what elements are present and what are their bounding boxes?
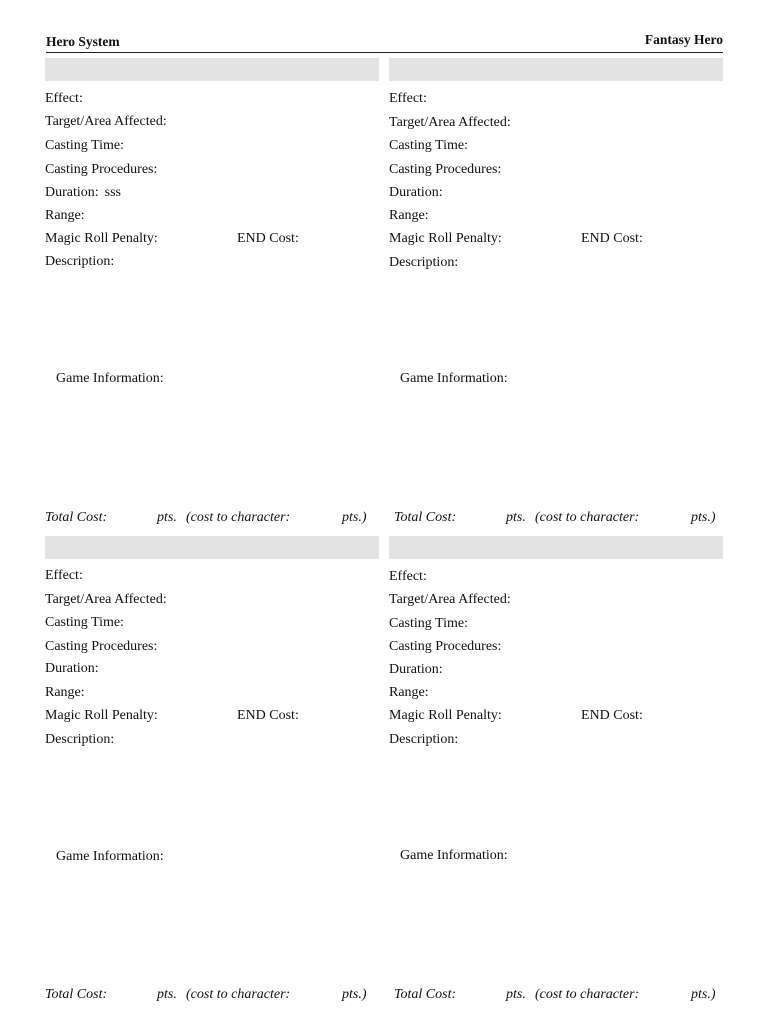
magic-roll-penalty-label: Magic Roll Penalty: — [45, 708, 158, 723]
range-label: Range: — [389, 685, 429, 700]
range-field — [389, 208, 429, 224]
end-cost-field — [581, 231, 643, 247]
duration-field — [389, 185, 449, 201]
description-field — [45, 732, 114, 748]
header-right-title: Fantasy Hero — [644, 32, 723, 47]
magic-roll-penalty-label: Magic Roll Penalty: — [389, 231, 502, 246]
game-information-label: Game Information: — [400, 848, 508, 863]
range-field — [45, 208, 85, 224]
effect-label: Effect: — [45, 91, 83, 106]
cost-to-character-label: (cost to character: — [535, 987, 640, 1002]
casting-time-field — [389, 138, 468, 154]
range-label: Range: — [389, 208, 429, 223]
effect-label: Effect: — [389, 91, 427, 106]
casting-procedures-label: Casting Procedures: — [45, 639, 158, 654]
magic-roll-penalty-field — [45, 708, 158, 724]
spell-name-field[interactable] — [389, 58, 723, 81]
end-cost-label: END Cost: — [237, 708, 299, 723]
page-header — [46, 32, 723, 53]
casting-time-field — [45, 615, 124, 631]
magic-roll-penalty-label: Magic Roll Penalty: — [45, 231, 158, 246]
casting-procedures-label: Casting Procedures: — [45, 162, 158, 177]
cost-to-character-label: (cost to character: — [186, 987, 291, 1002]
target-area-label: Target/Area Affected: — [389, 115, 511, 130]
magic-roll-penalty-field — [45, 231, 158, 247]
pts-close-label: pts.) — [342, 987, 367, 1002]
effect-field — [389, 569, 427, 585]
pts-close-label: pts.) — [691, 987, 716, 1002]
casting-time-label: Casting Time: — [45, 615, 124, 630]
target-area-label: Target/Area Affected: — [45, 114, 167, 129]
end-cost-label: END Cost: — [237, 231, 299, 246]
total-cost-label: Total Cost: — [45, 510, 108, 525]
duration-label: Duration: — [389, 185, 443, 200]
target-area-field — [389, 592, 511, 608]
effect-label: Effect: — [45, 568, 83, 583]
pts-label: pts. — [157, 510, 177, 525]
pts-close-label: pts.) — [691, 510, 716, 525]
spell-name-field[interactable] — [45, 536, 379, 559]
target-area-label: Target/Area Affected: — [389, 592, 511, 607]
cost-to-character-label: (cost to character: — [535, 510, 640, 525]
game-information-label: Game Information: — [56, 371, 164, 386]
pts-close-label: pts.) — [342, 510, 367, 525]
spell-name-field[interactable] — [45, 58, 379, 81]
range-label: Range: — [45, 685, 85, 700]
description-label: Description: — [389, 732, 459, 747]
description-label: Description: — [389, 255, 459, 270]
header-left-title: Hero System — [46, 34, 120, 49]
range-label: Range: — [45, 208, 85, 223]
duration-label: Duration: — [45, 661, 99, 676]
effect-label: Effect: — [389, 569, 427, 584]
total-cost-label: Total Cost: — [394, 510, 457, 525]
range-field — [45, 685, 85, 701]
magic-roll-penalty-field — [389, 231, 502, 247]
end-cost-field — [581, 708, 643, 724]
spell-card — [45, 58, 379, 528]
effect-field — [389, 91, 427, 107]
target-area-field — [45, 592, 167, 608]
end-cost-field — [237, 708, 299, 724]
target-area-field — [45, 114, 167, 130]
total-cost-label: Total Cost: — [394, 987, 457, 1002]
casting-procedures-field — [45, 162, 157, 178]
casting-procedures-label: Casting Procedures: — [389, 639, 502, 654]
spell-name-field[interactable] — [389, 536, 723, 559]
total-cost-label: Total Cost: — [45, 987, 108, 1002]
casting-time-label: Casting Time: — [45, 138, 124, 153]
duration-label: Duration: — [389, 662, 443, 677]
target-area-field — [389, 115, 511, 131]
game-information-field — [400, 848, 508, 864]
spell-card — [389, 536, 723, 1006]
casting-time-field — [45, 138, 124, 154]
description-field — [389, 732, 458, 748]
end-cost-label: END Cost: — [581, 708, 643, 723]
effect-field — [45, 91, 83, 107]
casting-procedures-field — [45, 639, 157, 655]
game-information-label: Game Information: — [56, 849, 164, 864]
casting-procedures-field — [389, 639, 501, 655]
casting-procedures-label: Casting Procedures: — [389, 162, 502, 177]
casting-time-label: Casting Time: — [389, 616, 468, 631]
description-label: Description: — [45, 732, 115, 747]
description-field — [389, 255, 458, 271]
game-information-field — [56, 849, 164, 865]
spell-card — [389, 58, 723, 528]
duration-value[interactable]: sss — [104, 185, 122, 200]
duration-field — [45, 185, 121, 201]
casting-procedures-field — [389, 162, 501, 178]
magic-roll-penalty-field — [389, 708, 502, 724]
pts-label: pts. — [506, 987, 526, 1002]
range-field — [389, 685, 429, 701]
spell-card — [45, 536, 379, 1006]
description-field — [45, 254, 114, 270]
magic-roll-penalty-label: Magic Roll Penalty: — [389, 708, 502, 723]
end-cost-field — [237, 231, 299, 247]
target-area-label: Target/Area Affected: — [45, 592, 167, 607]
game-information-field — [56, 371, 164, 387]
game-information-field — [400, 371, 508, 387]
end-cost-label: END Cost: — [581, 231, 643, 246]
game-information-label: Game Information: — [400, 371, 508, 386]
effect-field — [45, 568, 83, 584]
pts-label: pts. — [506, 510, 526, 525]
cost-to-character-label: (cost to character: — [186, 510, 291, 525]
description-label: Description: — [45, 254, 115, 269]
casting-time-field — [389, 616, 468, 632]
pts-label: pts. — [157, 987, 177, 1002]
duration-field — [389, 662, 449, 678]
duration-field — [45, 661, 105, 677]
duration-label: Duration: — [45, 185, 99, 200]
casting-time-label: Casting Time: — [389, 138, 468, 153]
